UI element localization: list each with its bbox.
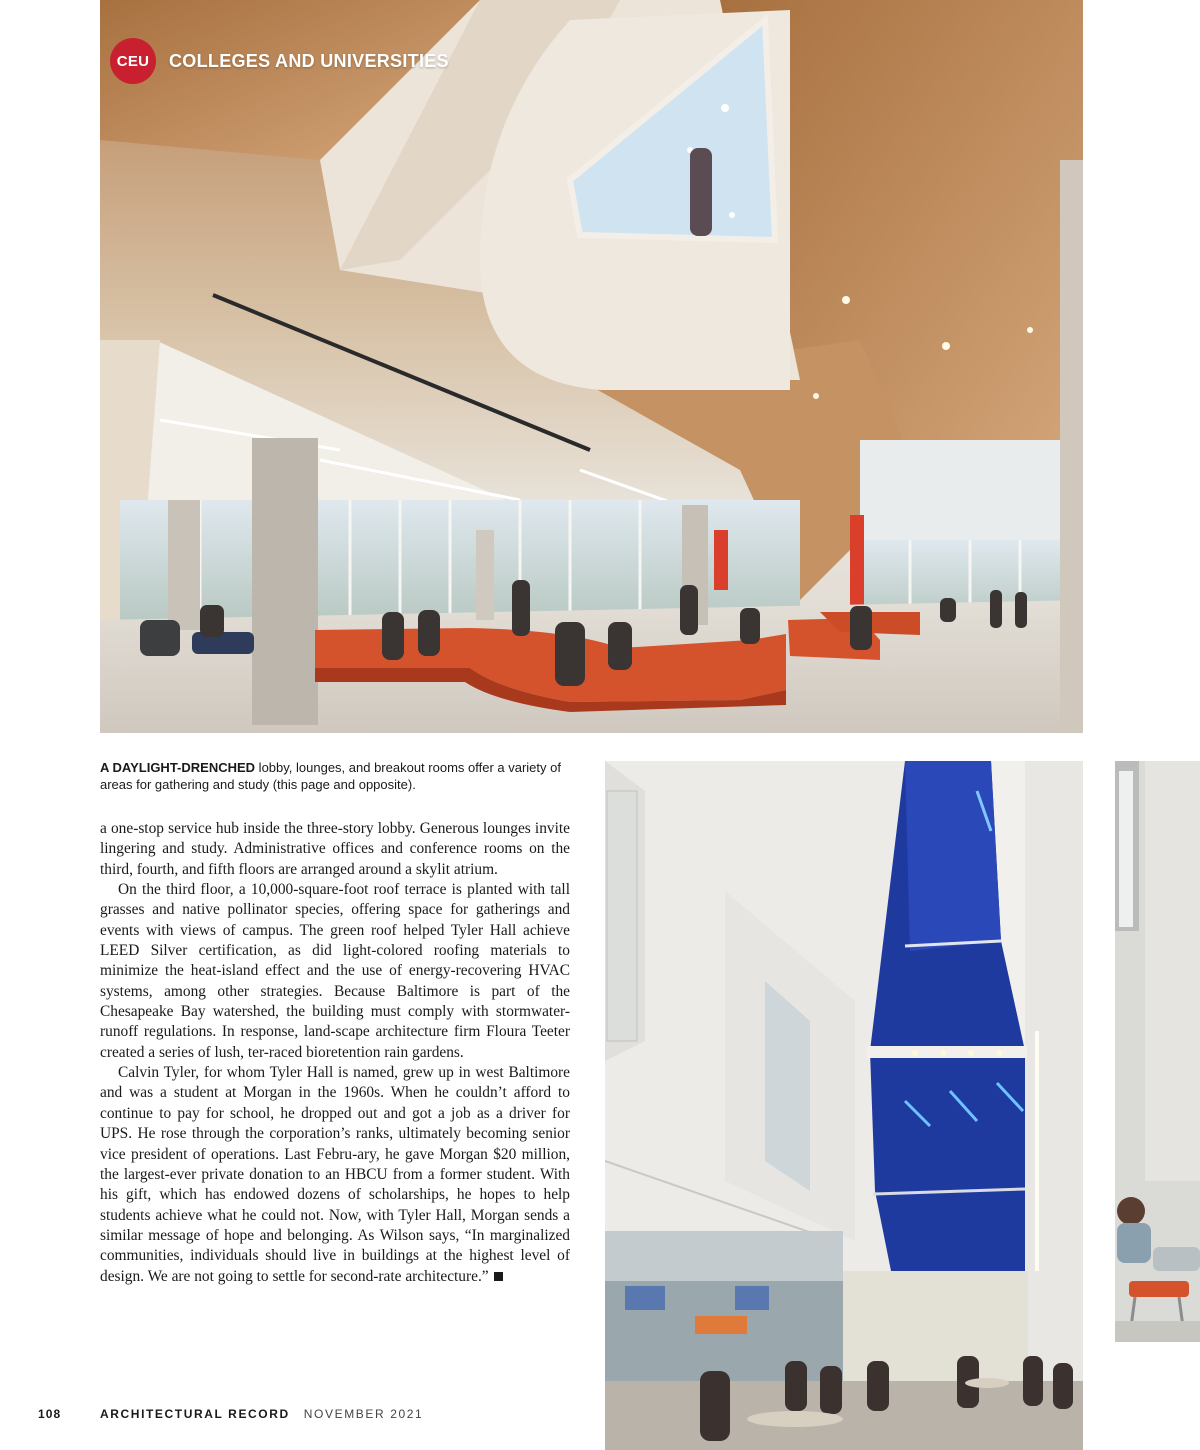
study-area-photo-illustration (1115, 761, 1200, 1342)
page-number: 108 (38, 1407, 62, 1421)
page-footer (38, 1407, 423, 1421)
ceu-badge: CEU (110, 38, 156, 84)
article-paragraph-2: On the third floor, a 10,000-square-foot roof terrace is planted with tall grasses and native pollinator species, offering space for gatherings and events with views of campus. The green roof helped Tyler Hall achieve LEED Silver certification, as did light-colored roofing materials to minimize the heat-island effect and the use of energy-recovering HVAC systems, among other strategies. Because Baltimore is part of the Chesapeake Bay watershed, the building must comply with stormwater-runoff regulations. In response, land-scape architecture firm Floura Teeter created a series of lush, ter-raced bioretention rain gardens. (100, 881, 570, 1061)
atrium-photo (605, 761, 1083, 1450)
end-of-article-square-icon (494, 1272, 503, 1281)
section-label: COLLEGES AND UNIVERSITIES (169, 50, 449, 71)
article-paragraph-3 (100, 1063, 570, 1287)
caption-lead: A DAYLIGHT-DRENCHED (100, 760, 256, 775)
article-paragraph-1: a one-stop service hub inside the three-story lobby. Generous lounges invite lingering and study. Administrative offices and conference rooms on the third, fourth, and fifth floors are arranged around a skylit atrium. (100, 820, 570, 878)
study-area-photo (1115, 761, 1200, 1342)
magazine-name: ARCHITECTURAL RECORD (100, 1407, 290, 1421)
caption-text: lobby, lounges, and breakout rooms offer a variety of areas for gathering and study (this page and opposite). (100, 760, 561, 792)
lobby-photo-illustration (100, 0, 1083, 733)
article-paragraph-3-text: Calvin Tyler, for whom Tyler Hall is named, grew up in west Baltimore and was a student at Morgan in the 1960s. When he couldn’t afford to continue to pay for school, he dropped out and got a job as a driver for UPS. He rose through the corporation’s ranks, ultimately becoming senior vice president of operations. Last Febru-ary, he gave Morgan $20 million, the largest-ever private donation to an HBCU from a former student. With his gift, which has endowed dozens of scholarships, he hopes to help students achieve what he could not. Now, with Tyler Hall, Morgan sends a similar message of hope and belonging. As Wilson says, “In marginalized communities, individuals should live in buildings at the highest level of design. We are not going to settle for second-rate architecture.” (100, 1064, 570, 1285)
article-body (100, 819, 570, 1287)
section-tag (110, 38, 449, 84)
lobby-photo (100, 0, 1083, 733)
issue-date: NOVEMBER 2021 (303, 1407, 424, 1421)
atrium-photo-illustration (605, 761, 1083, 1450)
photo-caption (100, 759, 570, 793)
